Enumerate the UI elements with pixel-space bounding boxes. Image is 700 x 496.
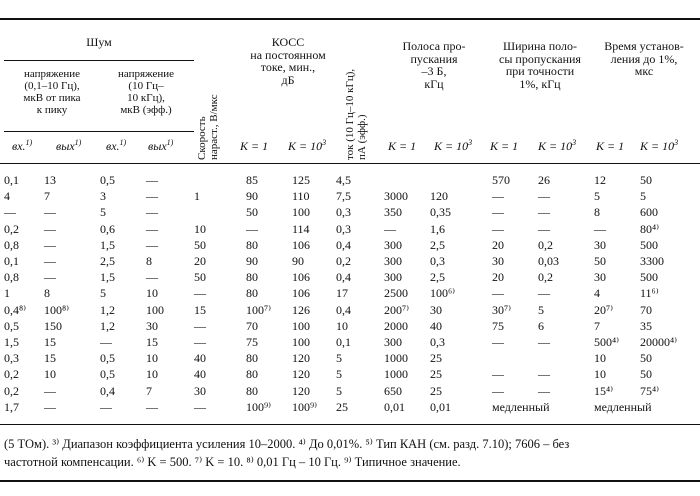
table-cell: 4	[594, 286, 600, 301]
table-cell: 70	[246, 318, 258, 333]
table-cell: 3000	[384, 189, 408, 204]
table-cell: 8	[594, 205, 600, 220]
table-cell: 25	[430, 351, 442, 366]
table-cell: 70	[640, 302, 652, 317]
settling-k1000: $K = 10^3$	[640, 138, 679, 153]
cmrr-k1: K = 1	[240, 139, 269, 153]
footnote-line-2: частотной компенсации. ⁶⁾ K = 500. ⁷⁾ K = 10. ⁸⁾ 0,01 Гц – 10 Гц. ⁹⁾ Типичное значение.	[4, 455, 461, 469]
table-cell: 0,4	[336, 302, 351, 317]
table-cell: 1,6	[430, 221, 445, 236]
table-cell: 0,35	[430, 205, 451, 220]
table-cell: 120	[292, 383, 310, 398]
table-cell: 650	[384, 383, 402, 398]
table-cell: 114	[292, 221, 310, 236]
table-cell: 0,4	[100, 383, 115, 398]
table-cell: 50	[594, 254, 606, 268]
table-cell: 25	[430, 367, 442, 382]
table-cell: —	[4, 205, 16, 220]
table-cell: 1,2	[100, 302, 115, 317]
table-cell: 0,2	[336, 254, 351, 268]
noise-under-rule	[4, 60, 194, 61]
table-cell: 25	[430, 383, 442, 398]
table-cell: —	[492, 189, 504, 204]
table-cell: —	[146, 237, 158, 252]
table-cell: —	[246, 221, 258, 236]
top-rule	[0, 18, 700, 20]
table-cell: 120	[292, 351, 310, 366]
table-cell: 10	[44, 367, 56, 382]
in-label-2: вх.$^{1)}$	[106, 138, 127, 153]
table-cell: 50	[640, 173, 652, 187]
table-cell: —	[194, 318, 206, 333]
table-cell: 0,3	[336, 205, 351, 220]
table-cell: 50	[640, 367, 652, 382]
table-cell: —	[146, 189, 158, 204]
table-cell: 80	[246, 237, 258, 252]
table-cell: 15	[146, 335, 158, 349]
table-cell: 300	[384, 335, 402, 349]
table-cell: 10	[146, 286, 158, 301]
settling-k1: K = 1	[596, 139, 625, 153]
table-cell: 90	[246, 189, 258, 204]
table-cell: 20	[194, 254, 206, 268]
table-cell: —	[44, 383, 56, 398]
table-cell: 3	[100, 189, 106, 204]
table-cell: 0,1	[4, 254, 19, 268]
footnote-line-1: (5 ТОм). ³⁾ Диапазон коэффициента усиления 10–2000. ⁴⁾ До 0,01%. ⁵⁾ Тип КАН (см. разд. 7.10); 7606 – без	[4, 437, 570, 451]
table-cell: 0,6	[100, 221, 115, 236]
table-cell: 0,2	[4, 383, 19, 398]
bw-k1000: $K = 10^3$	[434, 138, 473, 153]
header-rule	[0, 163, 700, 164]
current-noise-header: ток (10 Гц–10 кГц), пА (эфф.)	[344, 68, 368, 160]
table-cell: 5	[594, 189, 600, 204]
table-cell: 0,8	[4, 237, 19, 252]
table-cell: —	[194, 335, 206, 349]
cmrr-k1000: $K = 10^3$	[288, 138, 327, 153]
table-cell: —	[146, 221, 158, 236]
table-cell: 26	[538, 173, 550, 187]
table-cell: 2,5	[430, 270, 445, 285]
table-cell: 0,4	[336, 270, 351, 285]
table-cell: 0,4	[336, 237, 351, 252]
table-cell: 8	[44, 286, 50, 301]
table-cell: 80	[246, 286, 258, 301]
table-cell: 30	[594, 237, 606, 252]
table-cell: 80	[246, 367, 258, 382]
table-cell: —	[146, 173, 158, 187]
table-cell: 80⁴⁾	[640, 221, 660, 236]
table-cell: 100⁶⁾	[430, 286, 456, 301]
table-cell: —	[384, 221, 396, 236]
table-cell: —	[538, 286, 550, 301]
table-cell: 7,5	[336, 189, 351, 204]
table-cell: 10	[146, 351, 158, 366]
in-label-1: вх.$^{1)}$	[12, 138, 33, 153]
table-cell: 5	[336, 351, 342, 366]
footer-rule	[0, 480, 700, 482]
table-cell: 0,5	[100, 351, 115, 366]
table-cell: —	[100, 335, 112, 349]
table-cell: 4	[4, 189, 10, 204]
cmrr-header: КОСС на постоянном токе, мин., дБ	[250, 35, 326, 87]
table-cell: 0,3	[336, 221, 351, 236]
body-rule	[0, 424, 700, 425]
table-cell: 30	[594, 270, 606, 285]
table-cell: 2000	[384, 318, 408, 333]
table-cell: 50	[194, 237, 206, 252]
table-cell: 30	[194, 383, 206, 398]
table-cell: 0,03	[538, 254, 559, 268]
table-cell: 5	[336, 383, 342, 398]
table-cell: 40	[194, 367, 206, 382]
table-cell: 2,5	[430, 237, 445, 252]
noise-lf-header: напряжение (0,1–10 Гц), мкВ от пика к пику	[23, 68, 81, 116]
table-cell: —	[594, 221, 606, 236]
table-cell: 120	[430, 189, 448, 204]
table-cell: —	[44, 205, 56, 220]
table-cell: 0,3	[430, 335, 445, 349]
table-cell: 0,3	[430, 254, 445, 268]
table-cell: —	[538, 383, 550, 398]
table-cell: —	[538, 221, 550, 236]
table-cell: 106	[292, 237, 310, 252]
table-cell: 80	[246, 383, 258, 398]
table-cell: 1,5	[4, 335, 19, 349]
table-cell: 5	[100, 286, 106, 301]
table-cell: 110	[292, 189, 310, 204]
table-cell: 0,01	[384, 399, 405, 414]
table-cell: —	[146, 205, 158, 220]
table-cell: 75⁴⁾	[640, 383, 660, 398]
table-cell: 35	[640, 318, 652, 333]
table-cell: —	[492, 286, 504, 301]
table-cell: 100	[292, 335, 310, 349]
table-cell: 2500	[384, 286, 408, 301]
table-cell: медленный	[594, 399, 652, 414]
table-cell: 350	[384, 205, 402, 220]
table-cell: 80	[246, 351, 258, 366]
fpbw-header: Ширина поло- сы пропускания при точности 1%, кГц	[499, 39, 581, 91]
table-cell: —	[100, 399, 112, 414]
table-cell: 100⁹⁾	[292, 399, 318, 414]
table-cell: 10	[194, 221, 206, 236]
table-cell: 106	[292, 286, 310, 301]
table-cell: медленный	[492, 399, 550, 414]
table-cell: 0,5	[100, 367, 115, 382]
table-cell: 0,1	[336, 335, 351, 349]
table-cell: 5	[640, 189, 646, 204]
settling-header: Время установ- ления до 1%, мкс	[604, 39, 684, 78]
table-cell: 20⁷⁾	[594, 302, 614, 317]
table-cell: 1,5	[100, 237, 115, 252]
table-cell: 90	[292, 254, 304, 268]
table-cell: 80	[246, 270, 258, 285]
table-cell: 5	[538, 302, 544, 317]
table-cell: 10	[146, 367, 158, 382]
table-cell: 10	[336, 318, 348, 333]
table-cell: 0,1	[4, 173, 19, 187]
table-cell: 0,8	[4, 270, 19, 285]
table-cell: —	[492, 383, 504, 398]
table-cell: 75	[246, 335, 258, 349]
table-cell: 0,4⁸⁾	[4, 302, 27, 317]
table-cell: 40	[430, 318, 442, 333]
table-cell: 0,2	[538, 270, 553, 285]
table-cell: —	[146, 270, 158, 285]
table-cell: 30	[146, 318, 158, 333]
fpbw-k1: K = 1	[490, 139, 519, 153]
table-cell: 15	[44, 335, 56, 349]
table-cell: 90	[246, 254, 258, 268]
table-cell: 1000	[384, 351, 408, 366]
table-cell: 30⁷⁾	[492, 302, 512, 317]
table-cell: 5	[100, 205, 106, 220]
table-cell: 100⁷⁾	[246, 302, 272, 317]
table-cell: 85	[246, 173, 258, 187]
table-cell: 0,5	[4, 318, 19, 333]
table-cell: 300	[384, 270, 402, 285]
noise-hf-header: напряжение (10 Гц– 10 кГц), мкВ (эфф.)	[117, 68, 175, 116]
table-cell: 1,2	[100, 318, 115, 333]
table-cell: 0,5	[100, 173, 115, 187]
table-cell: 100	[292, 318, 310, 333]
table-cell: 1000	[384, 367, 408, 382]
table-cell: —	[194, 286, 206, 301]
table-cell: 10	[594, 351, 606, 366]
table-cell: 50	[194, 270, 206, 285]
table-cell: —	[492, 335, 504, 349]
table-cell: 2,5	[100, 254, 115, 268]
table-cell: —	[44, 399, 56, 414]
table-cell: 75	[492, 318, 504, 333]
table-cell: 30	[492, 254, 504, 268]
table-cell: 126	[292, 302, 310, 317]
table-cell: 20	[492, 237, 504, 252]
table-cell: 200⁷⁾	[384, 302, 410, 317]
table-cell: 15	[44, 351, 56, 366]
table-cell: 20000⁴⁾	[640, 335, 678, 349]
table-cell: 7	[146, 383, 152, 398]
table-cell: 4,5	[336, 173, 351, 187]
bw-k1: K = 1	[388, 139, 417, 153]
table-cell: 300	[384, 254, 402, 268]
table-cell: —	[492, 221, 504, 236]
table-cell: 50	[640, 351, 652, 366]
table-cell: 0,01	[430, 399, 451, 414]
table-cell: 30	[430, 302, 442, 317]
table-cell: —	[538, 335, 550, 349]
table-cell: 15	[194, 302, 206, 317]
table-cell: 100	[146, 302, 164, 317]
table-cell: 1,5	[100, 270, 115, 285]
table-cell: 5	[336, 367, 342, 382]
table-cell: 500	[640, 237, 658, 252]
table-cell: 1	[194, 189, 200, 204]
table-cell: 0,3	[4, 351, 19, 366]
table-cell: 10	[594, 367, 606, 382]
table-cell: 0,2	[538, 237, 553, 252]
table-cell: —	[538, 205, 550, 220]
table-cell: 13	[44, 173, 56, 187]
table-cell: 100	[292, 205, 310, 220]
table-cell: 1,7	[4, 399, 19, 414]
table-cell: 500⁴⁾	[594, 335, 620, 349]
table-cell: 8	[146, 254, 152, 268]
table-cell: 6	[538, 318, 544, 333]
table-cell: 15⁴⁾	[594, 383, 614, 398]
table-cell: 125	[292, 173, 310, 187]
table-cell: 100⁹⁾	[246, 399, 272, 414]
table-cell: 1	[4, 286, 10, 301]
table-cell: 50	[246, 205, 258, 220]
subheader-rule	[4, 131, 194, 132]
table-cell: 500	[640, 270, 658, 285]
table-cell: 570	[492, 173, 510, 187]
table-cell: 25	[336, 399, 348, 414]
table-cell: —	[44, 221, 56, 236]
table-cell: 12	[594, 173, 606, 187]
table-cell: —	[44, 254, 56, 268]
out-label-1: вых$^{1)}$	[56, 138, 82, 153]
table-cell: 150	[44, 318, 62, 333]
table-cell: —	[538, 367, 550, 382]
table-cell: 106	[292, 270, 310, 285]
table-cell: 600	[640, 205, 658, 220]
table-cell: —	[492, 367, 504, 382]
table-cell: 7	[44, 189, 50, 204]
table-cell: 11⁶⁾	[640, 286, 659, 301]
fpbw-k1000: $K = 10^3$	[538, 138, 577, 153]
slew-header: Скорость нараст., В/мкс	[196, 94, 220, 160]
table-cell: 40	[194, 351, 206, 366]
table-cell: 3300	[640, 254, 664, 268]
table-cell: 0,2	[4, 367, 19, 382]
table-cell: 20	[492, 270, 504, 285]
table-cell: 17	[336, 286, 348, 301]
bandwidth-header: Полоса про- пускания –3 Б, кГц	[402, 39, 466, 91]
table-cell: 300	[384, 237, 402, 252]
table-cell: 100⁸⁾	[44, 302, 70, 317]
out-label-2: вых$^{1)}$	[148, 138, 174, 153]
table-cell: —	[44, 237, 56, 252]
table-cell: 120	[292, 367, 310, 382]
table-cell: 0,2	[4, 221, 19, 236]
table-cell: —	[44, 270, 56, 285]
table-cell: 7	[594, 318, 600, 333]
table-cell: —	[146, 399, 158, 414]
table-cell: —	[194, 399, 206, 414]
table-cell: —	[538, 189, 550, 204]
noise-header: Шум	[86, 35, 112, 49]
table-cell: —	[492, 205, 504, 220]
